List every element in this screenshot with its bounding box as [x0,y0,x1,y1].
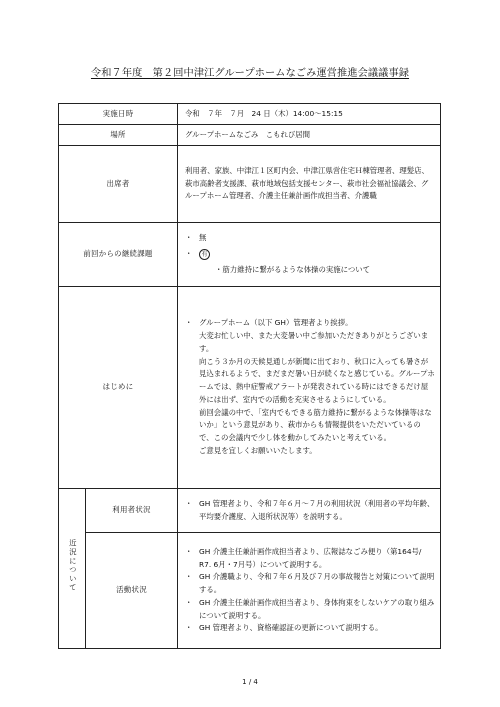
page-number: 1 / 4 [242,678,258,686]
activities-bullet [185,546,435,571]
row-place [59,125,441,146]
users-bullet-text: GH 管理者より、令和７年６月～７月の利用状況（利用者の平均年齢、平均要介護度、入退所状況等）を説明する。 [199,498,435,521]
intro-bullet-text: グループホーム（以下 GH）管理者より挨拶。 [199,318,353,328]
intro-paragraph: ご意見を宜しくお願いいたします。 [199,445,317,455]
row-datetime [59,104,441,125]
document-title-text: 令和７年度 第２回中津江グループホームなごみ運営推進会議議事録 [90,68,410,79]
carryover-none-text: 無 [199,233,207,243]
bullet-mark: ・ [185,597,193,607]
intro-paragraph: 向こう３か月の天候見通しが新聞に出ており、秋口に入っても暑さが見込まれるようで、まだまだ暑い日が続くなと感じている。グループホームでは、熱中症警戒アラートが発表されている時にはできるだけ屋外には出ず、室内での活動を充実させるようにしている。 [199,356,435,404]
carryover-label: 前回からの継続課題 [59,223,178,287]
carryover-value [178,223,441,287]
activities-bullet [185,622,435,635]
activities-bullet [185,571,435,596]
activities-value [178,533,441,649]
document-title [0,64,500,79]
carryover-note: ・筋力維持に繋がるような体操の実施について [215,264,371,274]
carryover-bullet-none [185,232,435,245]
place-value: グループホームなごみ こもれび居間 [178,125,441,146]
intro-value [178,287,441,489]
status-group-text: 近況について [68,539,78,593]
circled-yes-symbol: 有 [199,249,210,260]
activities-bullet-text: GH 介護主任兼計画作成担当者より、身体拘束をしないケアの取り組みについて説明する。 [199,597,435,620]
bullet-mark: ・ [185,233,193,243]
row-activities [59,533,441,649]
place-label: 場所 [59,125,178,146]
row-users [59,489,441,533]
intro-paragraph: 大変お忙しい中、また大変暑い中ご参加いただきありがとうございます。 [199,331,429,353]
row-carryover [59,223,441,287]
intro-label: はじめに [59,287,178,489]
bullet-mark: ・ [185,318,193,328]
minutes-table [58,103,441,649]
datetime-value: 令和 ７年 ７月 24 日（木）14:00～15:15 [178,104,441,125]
bullet-mark: ・ [185,623,193,633]
intro-bullet [185,317,435,330]
carryover-bullet-yes [185,248,435,261]
row-intro [59,287,441,489]
users-value [178,489,441,533]
users-bullet [185,498,435,523]
bullet-mark: ・ [185,546,193,556]
bullet-mark: ・ [185,249,193,259]
activities-bullet-text: GH 管理者より、資格確認証の更新について説明する。 [199,623,383,633]
bullet-mark: ・ [185,572,193,582]
row-attendees [59,146,441,223]
activities-label: 活動状況 [86,533,178,649]
activities-bullet-text: GH 介護職より、令和７年６月及び７月の事故報告と対策について説明する。 [199,572,435,595]
intro-paragraph: 前回会議の中で、「室内でもできる筋力維持に繋がるような体操等はないか」という意見があり、萩市からも情報提供をいただいているので、この会議内で少し体を動かしてみたいと考えている。 [199,407,432,443]
activities-bullet [185,597,435,622]
attendees-value: 利用者、家族、中津江１区町内会、中津江県営住宅Ｈ棟管理者、理髪店、萩市高齢者支援課、萩市地域包括支援センター、萩市社会福祉協議会、グループホーム管理者、介護主任兼計画作成担当者、介護職 [178,146,441,223]
status-group-label [59,489,86,649]
activities-bullet-text: GH 介護主任兼計画作成担当者より、広報誌なごみ便り（第164号/ R7. 6月・7月号）について説明する。 [199,546,422,569]
datetime-label: 実施日時 [59,104,178,125]
bullet-mark: ・ [185,498,193,508]
users-label: 利用者状況 [86,489,178,533]
attendees-label: 出席者 [59,146,178,223]
